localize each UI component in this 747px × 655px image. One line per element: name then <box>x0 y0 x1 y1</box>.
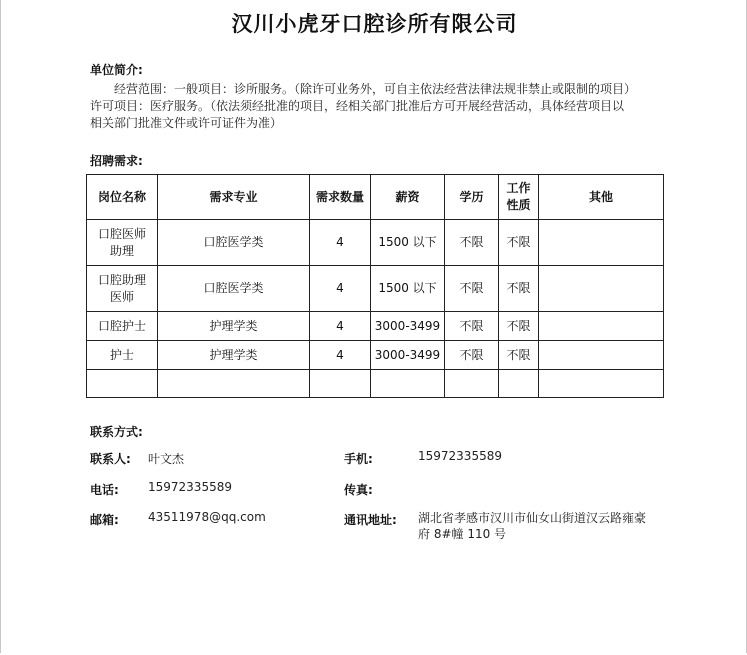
cell-other <box>539 312 664 341</box>
mobile-label: 手机: <box>344 452 373 466</box>
fax-label: 传真: <box>344 483 373 497</box>
header-major: 需求专业 <box>158 175 310 220</box>
cell-salary: 1500 以下 <box>371 266 445 312</box>
cell-count: 4 <box>310 341 371 370</box>
cell-education: 不限 <box>445 341 499 370</box>
company-intro-line-1: 经营范围：一般项目：诊所服务。（除许可业务外，可自主依法经营法律法规非禁止或限制的项目） <box>114 82 637 96</box>
cell-count: 4 <box>310 266 371 312</box>
table-row <box>87 341 664 370</box>
cell-empty <box>539 370 664 398</box>
phone-value: 15972335589 <box>148 480 232 494</box>
address-line-1: 湖北省孝感市汉川市仙女山街道汉云路雍豪 <box>418 511 647 525</box>
cell-nature: 不限 <box>499 220 539 266</box>
position-line-1: 口腔医师 <box>97 226 146 241</box>
cell-empty <box>499 370 539 398</box>
header-nature-line-1: 工作 <box>506 181 531 195</box>
cell-salary: 3000-3499 <box>371 312 445 341</box>
company-intro-line-2: 许可项目：医疗服务。（依法须经批准的项目，经相关部门批准后方可开展经营活动，具体经营项目以 <box>90 99 625 113</box>
company-intro-line-3: 相关部门批准文件或许可证件为准） <box>90 116 283 130</box>
cell-major: 口腔医学类 <box>158 266 310 312</box>
email-value: 43511978@qq.com <box>148 510 266 524</box>
cell-position <box>87 266 158 312</box>
email-label: 邮箱: <box>90 513 119 527</box>
cell-education: 不限 <box>445 266 499 312</box>
position-line-1: 口腔助理 <box>97 272 146 287</box>
cell-education: 不限 <box>445 312 499 341</box>
cell-other <box>539 220 664 266</box>
contact-label: 联系方式: <box>90 425 143 439</box>
cell-major: 口腔医学类 <box>158 220 310 266</box>
contact-person-label: 联系人: <box>90 452 131 466</box>
recruitment-label: 招聘需求: <box>90 154 143 168</box>
recruitment-table <box>86 174 664 398</box>
cell-nature: 不限 <box>499 341 539 370</box>
cell-count: 4 <box>310 312 371 341</box>
header-education: 学历 <box>445 175 499 220</box>
cell-nature: 不限 <box>499 312 539 341</box>
mobile-value: 15972335589 <box>418 449 502 463</box>
cell-position <box>87 220 158 266</box>
table-header-row <box>87 175 664 220</box>
contact-person-value: 叶文杰 <box>148 452 185 466</box>
cell-salary: 1500 以下 <box>371 220 445 266</box>
address-line-2: 府 8#幢 110 号 <box>418 527 507 541</box>
header-salary: 薪资 <box>371 175 445 220</box>
cell-other <box>539 266 664 312</box>
cell-nature: 不限 <box>499 266 539 312</box>
table-row <box>87 266 664 312</box>
cell-major: 护理学类 <box>158 341 310 370</box>
cell-empty <box>310 370 371 398</box>
header-count: 需求数量 <box>310 175 371 220</box>
address-label: 通讯地址: <box>344 513 397 527</box>
cell-empty <box>158 370 310 398</box>
cell-empty <box>371 370 445 398</box>
position-line-2: 医师 <box>109 289 134 304</box>
cell-empty <box>87 370 158 398</box>
phone-label: 电话: <box>90 483 119 497</box>
header-nature-line-2: 性质 <box>506 198 531 212</box>
cell-count: 4 <box>310 220 371 266</box>
cell-salary: 3000-3499 <box>371 341 445 370</box>
company-intro-label: 单位简介: <box>90 63 143 77</box>
cell-major: 护理学类 <box>158 312 310 341</box>
cell-position: 护士 <box>87 341 158 370</box>
table-row <box>87 220 664 266</box>
company-intro-text <box>90 81 670 132</box>
cell-empty <box>445 370 499 398</box>
cell-position: 口腔护士 <box>87 312 158 341</box>
table-row-empty <box>87 370 664 398</box>
address-value <box>418 510 678 542</box>
cell-education: 不限 <box>445 220 499 266</box>
header-nature <box>499 175 539 220</box>
table-row <box>87 312 664 341</box>
position-line-2: 助理 <box>109 243 134 258</box>
document-title: 汉川小虎牙口腔诊所有限公司 <box>231 12 518 36</box>
cell-other <box>539 341 664 370</box>
header-position: 岗位名称 <box>87 175 158 220</box>
header-other: 其他 <box>539 175 664 220</box>
